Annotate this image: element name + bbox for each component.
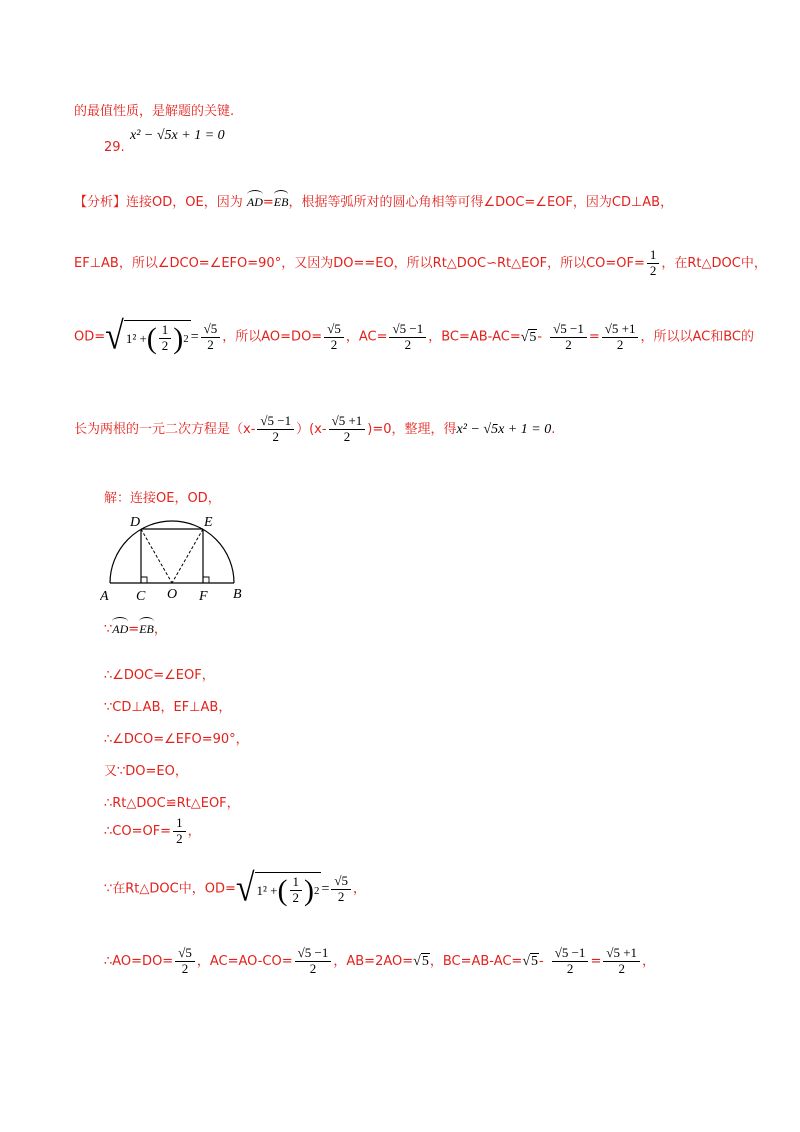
arc-curve: [110, 521, 234, 583]
segment-do: [141, 529, 172, 583]
fraction-sqrt5-plus-1: $\frac{√5 +1}{2}$: [602, 322, 639, 353]
analysis-text: 长为两根的一元二次方程是（x-: [74, 421, 256, 437]
solution-text: ，BC=AB-AC=: [429, 953, 523, 969]
fraction-sqrt5-minus-1: $\frac{√5 -1}{2}$: [552, 946, 589, 977]
solution-step-7: [104, 816, 201, 847]
solution-text: ，AC=AO-CO=: [196, 953, 293, 969]
analysis-text: ，在Rt△DOC中，: [661, 255, 767, 271]
analysis-text: ）(x-: [296, 421, 327, 437]
semicircle-diagram: [100, 512, 270, 604]
equals-sign: =: [262, 195, 274, 210]
analysis-text: OD=: [74, 329, 106, 345]
label-b: B: [233, 587, 242, 602]
solution-step-6: ∴Rt△DOC≌Rt△EOF，: [104, 796, 240, 811]
solution-step-3: ∵CD⊥AB，EF⊥AB，: [104, 700, 232, 715]
fraction-half: $\frac{1}{2}$: [647, 248, 660, 279]
equals-sign: =: [588, 329, 600, 345]
label-c: C: [136, 589, 146, 604]
minus-sign: -: [539, 953, 544, 969]
sqrt-5: √5: [413, 953, 429, 969]
arc-ad: AD: [112, 617, 128, 637]
fraction-sqrt5-plus-1: $\frac{√5 +1}{2}$: [329, 414, 366, 445]
od-sqrt-expression: √ 1² + ( $\frac{1}{2}$ ) 2: [105, 315, 189, 358]
equals-sign: =: [590, 953, 602, 969]
question-number-label: 29.: [104, 140, 125, 155]
comma: ，: [153, 622, 167, 637]
arc-ad: AD: [247, 190, 263, 210]
label-a: A: [100, 589, 109, 604]
fraction-sqrt5-over-2: $\frac{√5}{2}$: [175, 946, 195, 977]
sqrt-5: √5: [520, 329, 537, 345]
fraction-sqrt5-minus-1: $\frac{√5 -1}{2}$: [295, 946, 332, 977]
comma: ，: [187, 823, 201, 839]
equals-sign: =: [128, 622, 140, 637]
analysis-line-3: OD= √ 1² + ( $\frac{1}{2}$ ) 2 = $\frac{√5}{2}$ ，所以AO=DO= $\frac{√5}{2}$ ，AC= $\frac{√5 -1}{2}$ ，BC=AB-AC=√5- $\frac{√5 -1}{2}$ = $\frac{√5 +1}{2}$ ，所以以AC和BC的: [74, 315, 754, 358]
od-sqrt-expression: √ 1² + ( $\frac{1}{2}$ ) 2: [235, 867, 320, 910]
analysis-text: ，根据等弧所对的圆心角相等可得∠DOC=∠EOF，因为CD⊥AB，: [288, 195, 674, 210]
arc-eb: EB: [274, 190, 289, 210]
prev-solution-tail: 的最值性质，是解题的关键.: [74, 104, 235, 119]
minus-sign: -: [537, 329, 543, 345]
solution-text: ∴AO=DO=: [104, 953, 174, 969]
solution-step-9: [104, 946, 655, 977]
fraction-sqrt5-minus-1: $\frac{√5 -1}{2}$: [550, 322, 587, 353]
analysis-text: EF⊥AB，所以∠DCO=∠EFO=90°，又因为DO==EO，所以Rt△DOC∽Rt△EOF，所以CO=OF=: [74, 255, 645, 271]
analysis-text: ，所以AO=DO=: [222, 329, 323, 345]
fraction-sqrt5-over-2: $\frac{√5}{2}$: [324, 322, 344, 353]
comma: ，: [352, 881, 366, 897]
fraction-sqrt5-plus-1: $\frac{√5 +1}{2}$: [603, 946, 640, 977]
fraction-sqrt5-minus-1: $\frac{√5 -1}{2}$: [389, 322, 426, 353]
solution-step-8: ∵在Rt△DOC中，OD= √ 1² + ( $\frac{1}{2}$ ) 2 = $\frac{√5}{2}$ ，: [104, 867, 366, 910]
label-d: D: [130, 515, 141, 530]
analysis-line-1: [74, 190, 673, 210]
label-o: O: [167, 587, 178, 602]
solution-step-5: 又∵DO=EO，: [104, 764, 188, 779]
period: .: [551, 421, 556, 437]
fraction-sqrt5-over-2: $\frac{√5}{2}$: [201, 322, 221, 353]
question-equation: x² − √5x + 1 = 0: [130, 128, 225, 143]
solution-text: ∵在Rt△DOC中，OD=: [104, 881, 236, 897]
fraction-sqrt5-minus-1: $\frac{√5 -1}{2}$: [257, 414, 294, 445]
analysis-line-4: [74, 414, 555, 445]
label-e: E: [204, 515, 213, 530]
fraction-sqrt5-over-2: $\frac{√5}{2}$: [331, 874, 351, 905]
fraction-half: $\frac{1}{2}$: [173, 816, 186, 847]
question-number: [104, 140, 125, 155]
final-equation: x² − √5x + 1 = 0: [456, 421, 552, 437]
analysis-text: ，所以以AC和BC的: [640, 329, 754, 345]
analysis-line-2: [74, 248, 767, 279]
analysis-tag: 【分析】: [74, 195, 127, 210]
solution-intro: 解：连接OE，OD，: [104, 491, 221, 506]
analysis-text: 连接OD，OE，因为: [126, 195, 243, 210]
analysis-text: )=0，整理，得: [367, 421, 457, 437]
solution-text: ∴CO=OF=: [104, 823, 172, 839]
solution-step-4: ∴∠DCO=∠EFO=90°，: [104, 732, 249, 747]
segment-eo: [172, 529, 203, 583]
solution-step-1: [104, 617, 167, 637]
right-angle-f: [203, 577, 209, 583]
solution-text: ，AB=2AO=: [333, 953, 414, 969]
sqrt-5: √5: [522, 953, 539, 969]
comma: ，: [642, 953, 656, 969]
because-sign: ∵: [104, 622, 113, 637]
right-angle-c: [141, 577, 147, 583]
arc-eb: EB: [139, 617, 154, 637]
label-f: F: [199, 589, 208, 604]
analysis-text: ，AC=: [345, 329, 388, 345]
solution-step-2: ∴∠DOC=∠EOF，: [104, 668, 215, 683]
analysis-text: ，BC=AB-AC=: [428, 329, 521, 345]
